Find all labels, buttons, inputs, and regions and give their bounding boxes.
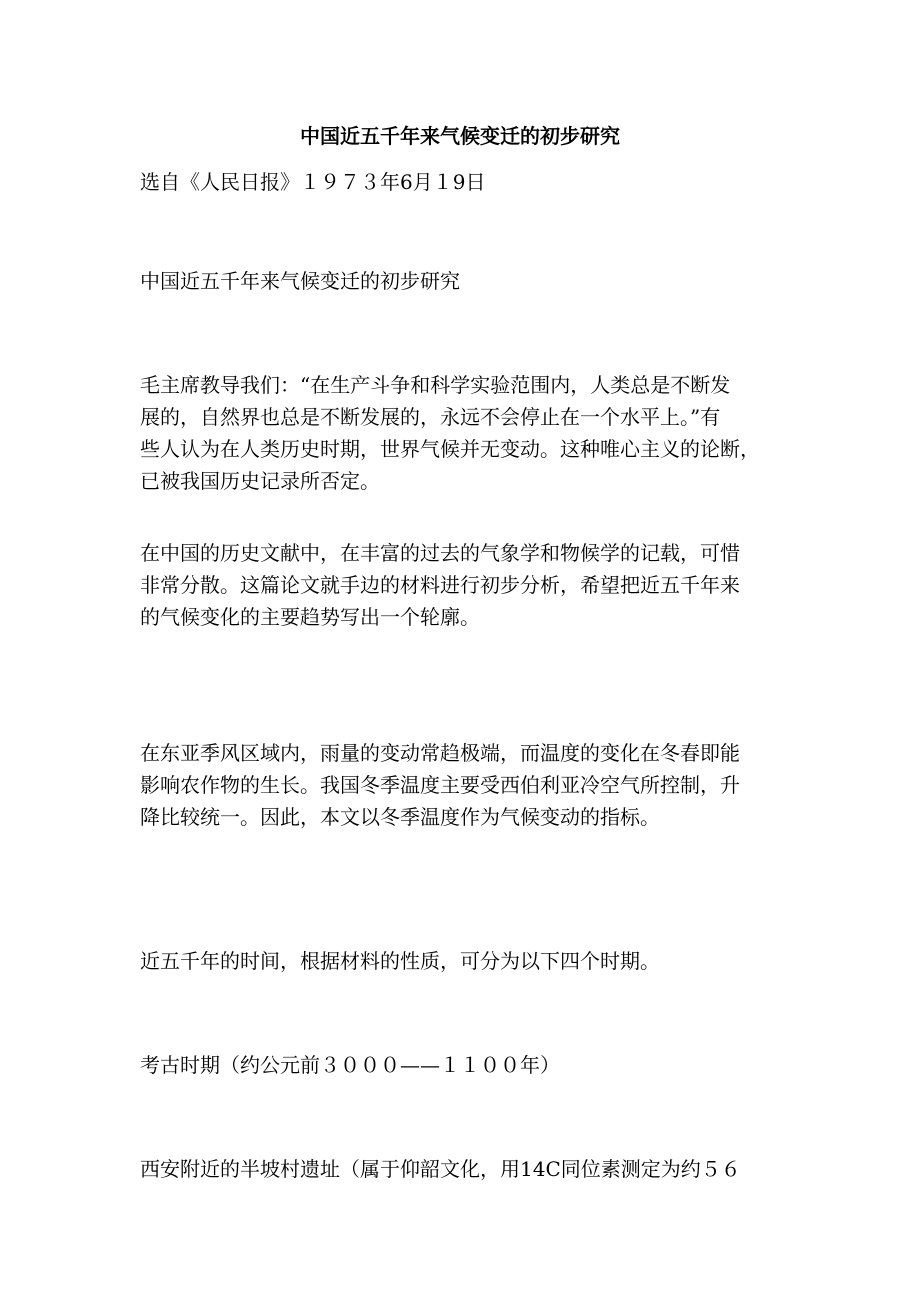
- paragraph-line: 展的，自然界也总是不断发展的，永远不会停止在一个水平上。”有: [140, 405, 721, 429]
- paragraph-line: 影响农作物的生长。我国冬季温度主要受西伯利亚冷空气所控制，升: [140, 773, 740, 797]
- paragraph-line: 西安附近的半坡村遗址（属于仰韶文化，用14C同位素测定为约５６: [140, 1157, 741, 1181]
- paragraph-banpo-site: [140, 1153, 782, 1185]
- paragraph-line: 些人认为在人类历史时期，世界气候并无变动。这种唯心主义的论断，: [140, 437, 760, 461]
- paragraph-quote: [140, 369, 782, 497]
- paragraph-line: 降比较统一。因此，本文以冬季温度作为气候变动的指标。: [140, 805, 660, 829]
- paragraph-line: 在中国的历史文献中，在丰富的过去的气象学和物候学的记载，可惜: [140, 541, 740, 565]
- paragraph-line: 已被我国历史记录所否定。: [140, 469, 380, 493]
- paragraph-line: 非常分散。这篇论文就手边的材料进行初步分析，希望把近五千年来: [140, 573, 740, 597]
- paragraph-line: 毛主席教导我们：“在生产斗争和科学实验范围内，人类总是不断发: [140, 373, 731, 397]
- paragraph-historical-records: [140, 537, 782, 633]
- paragraph-line: 的气候变化的主要趋势写出一个轮廓。: [140, 605, 480, 629]
- section-heading-archaeological-period: [140, 1049, 782, 1081]
- document-subtitle: 中国近五千年来气候变迁的初步研究: [140, 269, 460, 293]
- source-line: 选自《人民日报》１９７３年6月１9日: [140, 170, 486, 194]
- document-title: 中国近五千年来气候变迁的初步研究: [300, 124, 620, 148]
- paragraph-monsoon: [140, 737, 782, 833]
- paragraph-line: 近五千年的时间，根据材料的性质，可分为以下四个时期。: [140, 949, 660, 973]
- paragraph-four-periods: [140, 945, 782, 977]
- paragraph-line: 在东亚季风区域内，雨量的变动常趋极端，而温度的变化在冬春即能: [140, 741, 740, 765]
- paragraph-line: 考古时期（约公元前３０００——１１００年）: [140, 1053, 560, 1077]
